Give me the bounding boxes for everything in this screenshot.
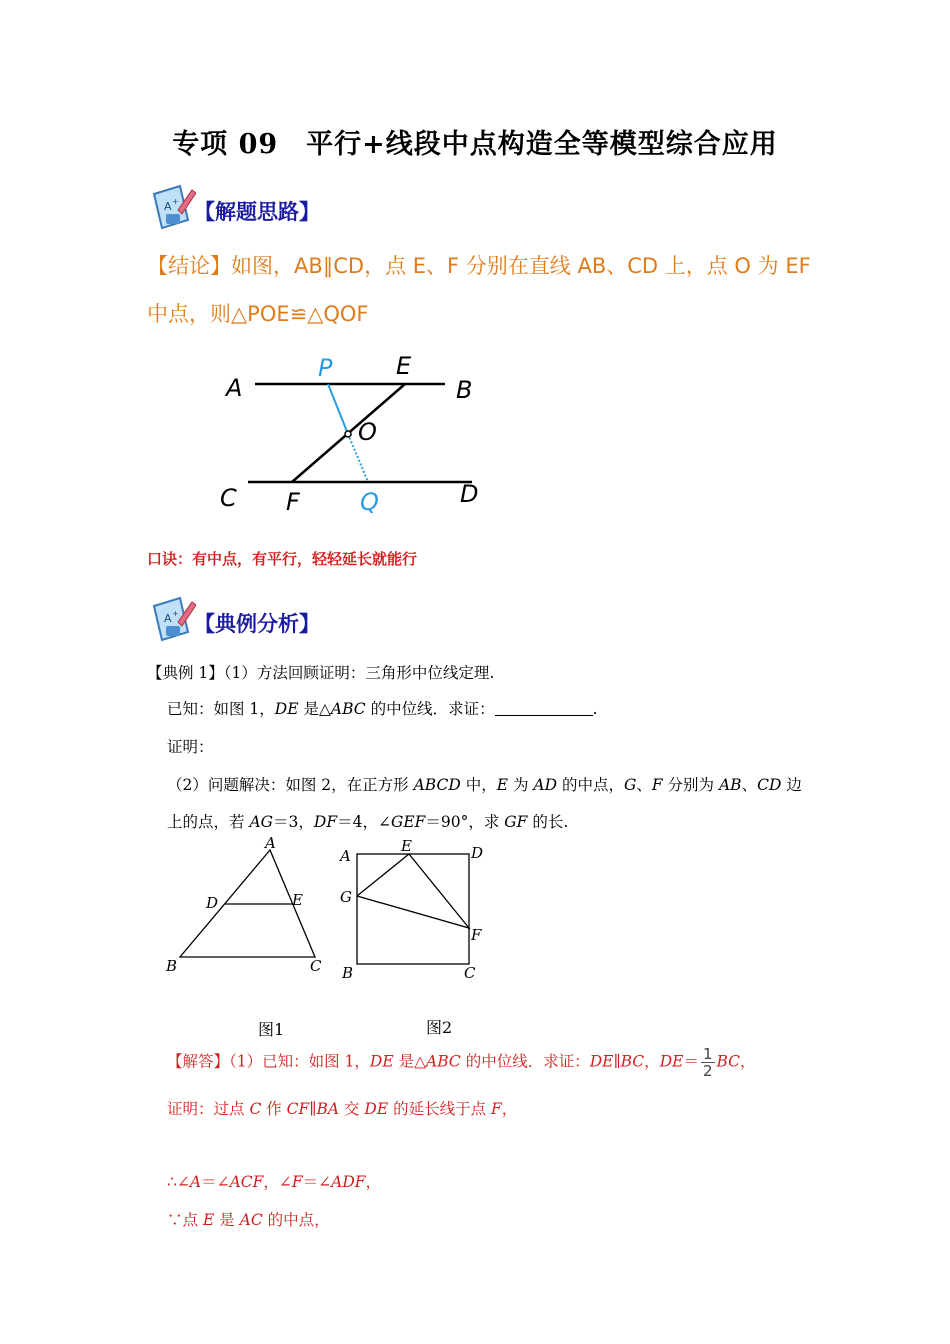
svg-text:+: + [172, 197, 179, 206]
text: ACF [229, 1173, 264, 1191]
text: （2）问题解决：如图 2，在正方形 [167, 776, 414, 794]
fraction-one-half [701, 1046, 715, 1079]
text: F [291, 1173, 303, 1191]
text: ABC [330, 700, 366, 718]
fig1-label-a: A [265, 835, 276, 852]
square-abcd [357, 854, 469, 964]
text: DE [274, 700, 299, 718]
example-part2-line2 [167, 810, 568, 832]
text: 上的点，若 [167, 813, 250, 831]
fig2-label-f: F [471, 926, 482, 944]
text: ， [365, 1173, 382, 1191]
pencil-paper-icon [150, 180, 196, 236]
text: ABCD [413, 776, 461, 794]
text: ， [740, 1052, 756, 1071]
text: F [491, 1100, 502, 1118]
text: A [189, 1173, 202, 1191]
answer-blank [495, 701, 593, 716]
label-q: Q [360, 488, 379, 516]
text: E [202, 1211, 215, 1229]
banner-examples-label: 【典例分析】 [194, 612, 320, 636]
text: DE [589, 1052, 614, 1071]
fig2-label-d: D [471, 844, 484, 862]
text: ＝∠ [201, 1173, 230, 1191]
figure-1-caption: 图1 [258, 1020, 285, 1039]
figure-1-triangle [160, 835, 340, 985]
text: ＝ [683, 1052, 699, 1071]
text: 的长. [527, 813, 569, 831]
triangle-gef [357, 854, 469, 928]
conclusion-tag: 【结论】 [147, 254, 231, 278]
fig2-label-g: G [340, 888, 352, 906]
text: E [496, 776, 509, 794]
label-a: A [226, 374, 243, 402]
text: 是 [214, 1211, 240, 1229]
text: 中， [460, 776, 497, 794]
svg-text:A: A [164, 200, 172, 213]
label-d: D [460, 480, 479, 508]
parallel-midpoint-figure [210, 346, 510, 526]
text: 、 [741, 776, 758, 794]
text: 边 [781, 776, 802, 794]
conclusion-line2: 中点，则△POE≌△QOF [147, 302, 369, 326]
label-b: B [456, 376, 473, 404]
example-part1: （1）方法回顾证明：三角形中位线定理. [223, 664, 495, 682]
fig2-label-b: B [342, 964, 354, 982]
text: AD [533, 776, 558, 794]
label-o: O [358, 418, 377, 446]
text: 为 [508, 776, 534, 794]
page-title: 专项 09 平行+线段中点构造全等模型综合应用 [172, 129, 778, 160]
answer-line3 [167, 1170, 381, 1192]
text: CF [286, 1100, 310, 1118]
text: 分别为 [662, 776, 719, 794]
text: 的延长线于点 [388, 1100, 492, 1118]
text: 证明：过点 [167, 1100, 250, 1118]
text: ， [501, 1100, 518, 1118]
text: DE [364, 1100, 389, 1118]
text: GF [504, 813, 528, 831]
text: BA [316, 1100, 340, 1118]
text: DE [659, 1052, 684, 1071]
answer-line2 [167, 1097, 517, 1119]
label-c: C [220, 484, 237, 512]
text: 已知：如图 1， [167, 700, 275, 718]
text: 作 [261, 1100, 287, 1118]
fig2-label-e: E [401, 838, 412, 855]
text: ∥ [309, 1100, 317, 1118]
fraction-numerator: 1 [702, 1045, 713, 1063]
banner-approach-label: 【解题思路】 [194, 200, 320, 224]
text: （1）已知：如图 1， [229, 1052, 370, 1071]
fig1-label-d: D [206, 894, 219, 912]
text: 是△ [393, 1052, 427, 1071]
example-proof-label: 证明： [167, 738, 214, 756]
segment-po [328, 384, 348, 434]
text: ，∠ [263, 1173, 292, 1191]
text: 的中位线．求证： [460, 1052, 590, 1071]
text: AC [239, 1211, 263, 1229]
text: DF [313, 813, 338, 831]
text: ADF [331, 1173, 366, 1191]
point-o [345, 431, 351, 437]
label-p: P [318, 354, 333, 382]
answer-tag: 【解答】 [167, 1052, 230, 1071]
text: ＝90°，求 [425, 813, 505, 831]
text: ∵点 [167, 1211, 203, 1229]
text: ∥ [613, 1052, 621, 1071]
answer-line4 [167, 1208, 330, 1230]
text: 的中位线．求证： [365, 700, 495, 718]
text: BC [716, 1052, 741, 1071]
text: AB [718, 776, 742, 794]
fig1-label-c: C [310, 957, 322, 975]
example-tag: 【典例 1】 [147, 664, 224, 682]
text: 的中点， [557, 776, 624, 794]
text: 是△ [298, 700, 331, 718]
fig2-label-c: C [464, 964, 476, 982]
text: BC [620, 1052, 645, 1071]
text: ＝∠ [302, 1173, 332, 1191]
text: C [249, 1100, 262, 1118]
text: . [592, 700, 598, 718]
conclusion-line1: 如图，AB∥CD，点 E、F 分别在直线 AB、CD 上，点 O 为 EF [231, 254, 811, 278]
text: ABC [426, 1052, 461, 1071]
answer-line1 [167, 1046, 756, 1079]
text: AG [249, 813, 274, 831]
conclusion-block [147, 242, 827, 338]
fig2-label-a: A [340, 847, 351, 865]
example-part2-line1 [167, 773, 802, 795]
example-known [167, 697, 598, 719]
fraction-denominator: 2 [702, 1062, 713, 1080]
text: ， [644, 1052, 660, 1071]
figure-2-square [335, 838, 495, 988]
label-e: E [396, 352, 412, 380]
text: GEF [390, 813, 426, 831]
svg-text:+: + [172, 609, 179, 618]
text: F [651, 776, 663, 794]
text: CD [757, 776, 782, 794]
label-f: F [286, 488, 300, 516]
fig1-label-b: B [166, 957, 178, 975]
text: ∴∠ [167, 1173, 190, 1191]
pencil-paper-icon [150, 592, 196, 648]
text: ＝4，∠ [337, 813, 391, 831]
fig1-label-e: E [292, 891, 303, 909]
mnemonic: 口诀：有中点，有平行，轻轻延长就能行 [147, 550, 418, 568]
figure-2-caption: 图2 [426, 1018, 453, 1037]
text: 交 [339, 1100, 365, 1118]
text: ＝3， [273, 813, 314, 831]
text: G [623, 776, 637, 794]
text: DE [369, 1052, 394, 1071]
example-heading [147, 661, 494, 683]
svg-text:A: A [164, 612, 172, 625]
text: 的中点， [262, 1211, 330, 1229]
text: 、 [636, 776, 652, 794]
